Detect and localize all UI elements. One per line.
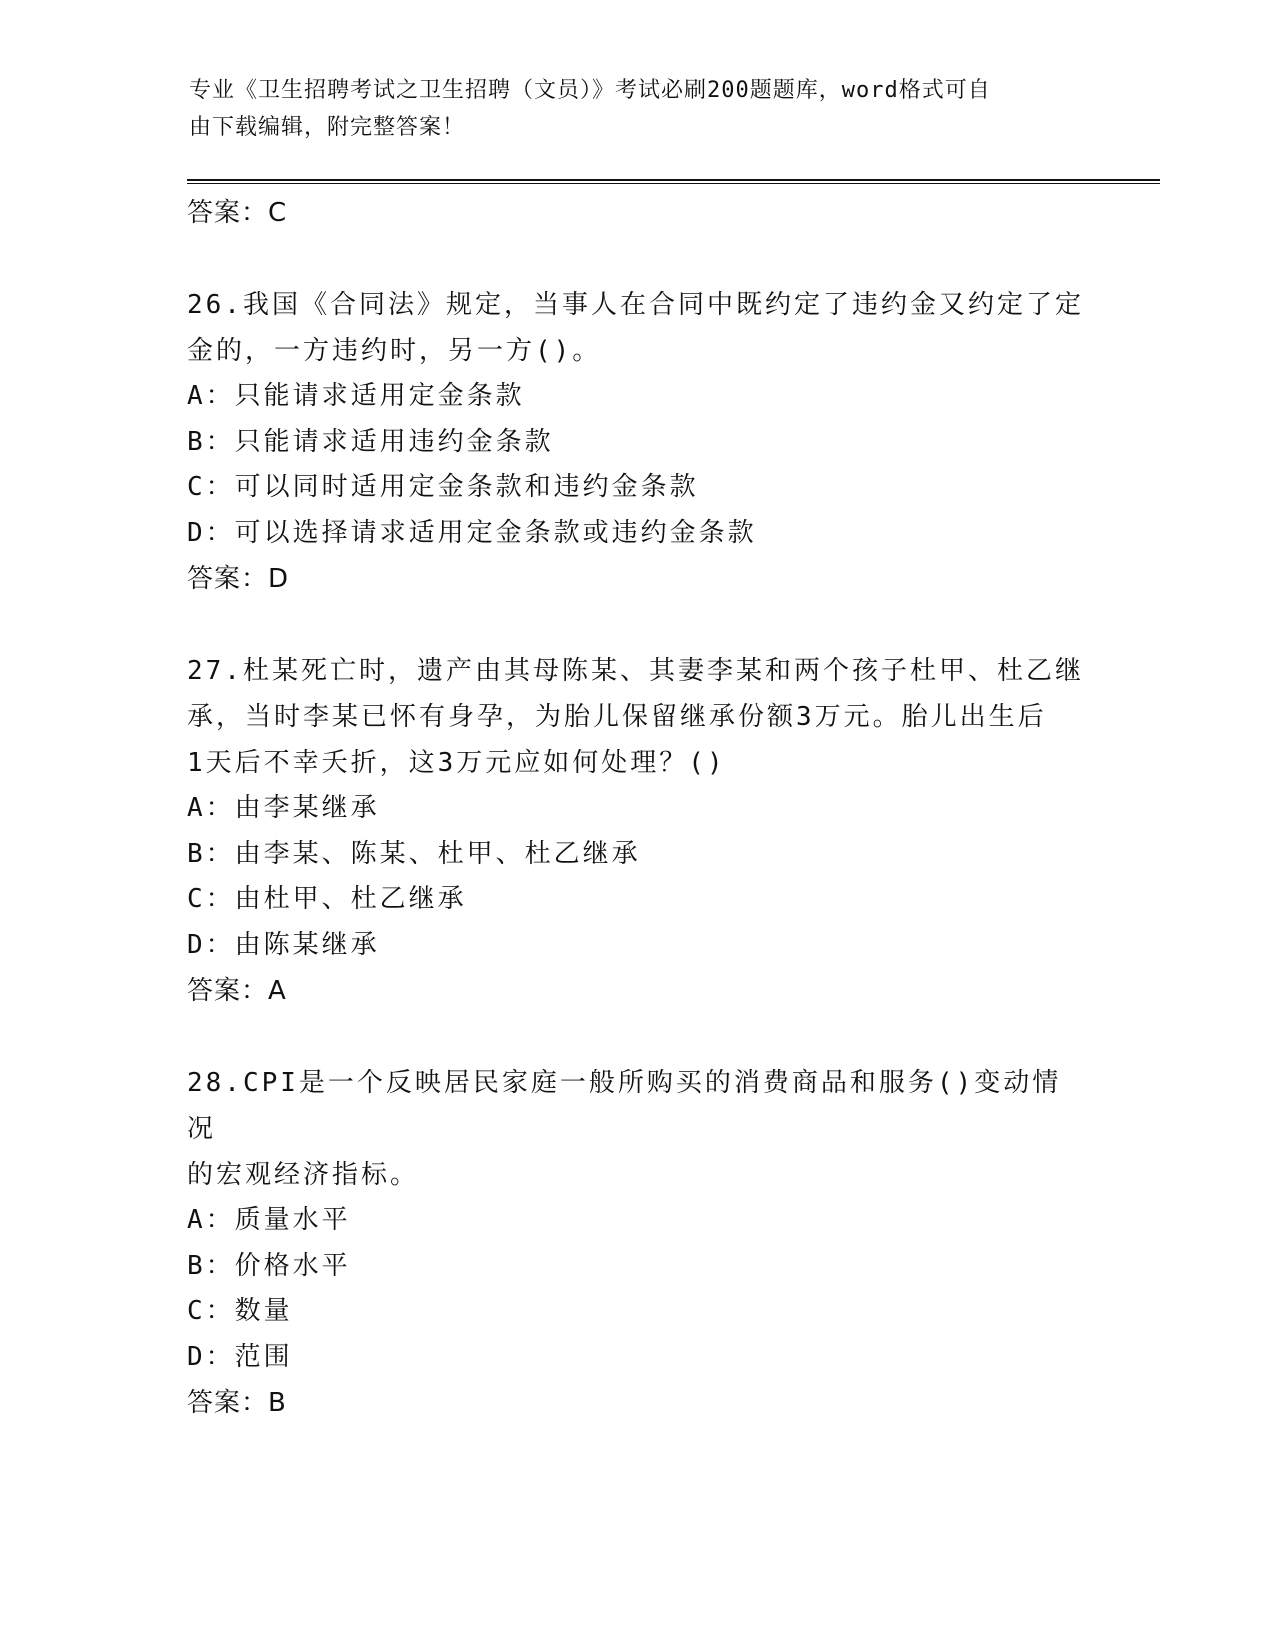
option-c: C：由杜甲、杜乙继承 <box>187 884 467 914</box>
previous-answer: 答案：C <box>187 198 288 228</box>
question-stem-line: 1天后不幸夭折，这3万元应如何处理？() <box>187 748 726 778</box>
question-stem-line: 的宏观经济指标。 <box>187 1160 420 1190</box>
question-28 <box>187 1060 1087 1426</box>
header-line-1: 专业《卫生招聘考试之卫生招聘（文员）》考试必刷200题题库，word格式可自 <box>189 78 991 103</box>
spacer <box>187 602 1087 648</box>
spacer <box>187 1014 1087 1060</box>
option-d: D：由陈某继承 <box>187 929 380 960</box>
question-stem-line: 金的，一方违约时，另一方()。 <box>187 336 602 366</box>
spacer <box>187 236 1087 282</box>
question-stem-line: 27.杜某死亡时，遗产由其母陈某、其妻李某和两个孩子杜甲、杜乙继 <box>187 656 1084 686</box>
option-b: B：只能请求适用违约金条款 <box>187 426 554 457</box>
question-stem-line: 28.CPI是一个反映居民家庭一般所购买的消费商品和服务()变动情况 <box>187 1068 1062 1144</box>
answer-line: 答案：D <box>187 564 290 594</box>
header-line-2: 由下载编辑，附完整答案！ <box>189 115 466 140</box>
header-divider-thin <box>187 183 1160 184</box>
option-c: C：可以同时适用定金条款和违约金条款 <box>187 472 699 502</box>
option-a: A：质量水平 <box>187 1205 351 1235</box>
question-stem-line: 26.我国《合同法》规定，当事人在合同中既约定了违约金又约定了定 <box>187 290 1084 320</box>
option-a: A：只能请求适用定金条款 <box>187 381 525 411</box>
question-27 <box>187 648 1087 1014</box>
option-a: A：由李某继承 <box>187 793 380 823</box>
option-b: B：价格水平 <box>187 1250 351 1281</box>
header-divider-thick <box>187 179 1160 181</box>
option-c: C：数量 <box>187 1296 293 1326</box>
question-list <box>187 190 1087 1426</box>
answer-line: 答案：A <box>187 976 287 1006</box>
option-d: D：范围 <box>187 1341 293 1372</box>
question-26 <box>187 282 1087 602</box>
option-d: D：可以选择请求适用定金条款或违约金条款 <box>187 517 757 548</box>
question-stem-line: 承，当时李某已怀有身孕，为胎儿保留继承份额3万元。胎儿出生后 <box>187 702 1047 732</box>
document-header <box>189 72 1069 146</box>
answer-line: 答案：B <box>187 1388 287 1418</box>
option-b: B：由李某、陈某、杜甲、杜乙继承 <box>187 838 641 869</box>
